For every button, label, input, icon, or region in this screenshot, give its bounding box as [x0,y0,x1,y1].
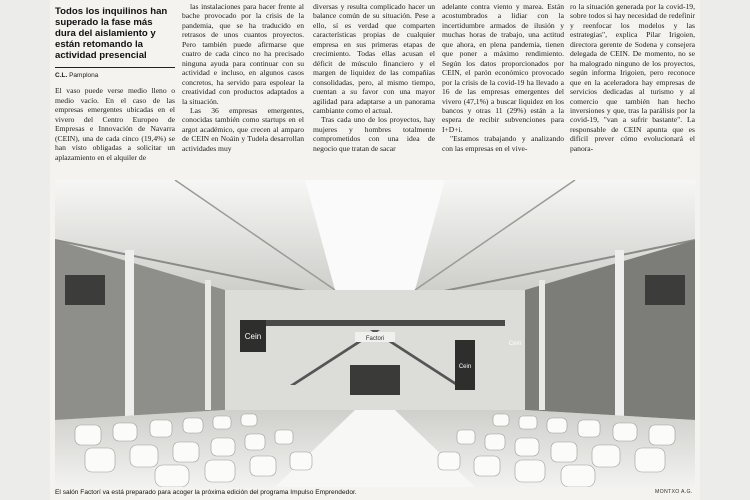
sign-banner: Cein [458,364,472,370]
byline [55,71,175,80]
article-paragraph: las instalaciones para hacer frente al bache provocado por la crisis de la pandemia, que se ha traducido en retrasos de unos cuantos proyectos. Pero también puede afirmarse que cuatro de cada cinco no ha precisado ninguna ayuda para continuar con su actividad e incluso, en algunos casos concretos, ha servido para espolear la creatividad con productos adaptados a la situación. [182,2,304,106]
photo-credit: MONTXO A.G. [655,489,693,495]
article-subhead: Todos los inquilinos han superado la fase más dura del aislamiento y están retomando la actividad presencial [55,6,168,61]
photo-caption: El salón Factorí va está preparado para acoger la próxima edición del programa Impulso Emprendedor. [55,489,357,496]
byline-rule [55,67,175,68]
sign-center: Factori [365,336,385,342]
article-column-2 [182,2,304,153]
byline-author: C.L. [55,72,68,79]
article-paragraph: ro la situación generada por la covid-19, sobre todos si hay necesidad de redefinir y reenfocar los modelos y las estrategias", explica Pilar Irigoien, directora gerente de Sodena y consejera delegada de CEIN. De momento, no se ha malogrado ninguno de los proyectos, según informa Irigoien, pero reconoce que en la aceleradora hay empresas de servicios dedicadas al turismo y al comercio que también han hecho inversiones y que, tras la parálisis por la covid-19, "van a sufrir bastante". La responsable de CEIN apunta que es difícil prever cómo evolucionará el panora- [570,2,695,153]
event-hall-photo [55,180,695,487]
article-paragraph: Tras cada uno de los proyectos, hay mujeres y hombres totalmente comprometidos con una idea de negocio que tratan de sacar [313,115,435,153]
article-paragraph: "Estamos trabajando y analizando con las empresas en el vive- [442,134,564,153]
article-column-1 [55,2,175,162]
sign-right: Cein [508,341,522,347]
article-paragraph: El vaso puede verse medio lleno o medio vacío. En el caso de las empresas emergentes ubicadas en el vivero del Centro Europeo de Empresas e Innovación de Navarra (CEIN), una de cada cinco (19,4%) se han visto obligadas a solicitar un aplazamiento en el alquiler de [55,86,175,162]
article-paragraph: adelante contra viento y marea. Están acostumbrados a lidiar con la incertidumbre armados de ilusión y muchas horas de trabajo, una actitud que ahora, en plena pandemia, tienen que poner a máximo rendimiento. Según los datos proporcionados por CEIN, el parón económico provocado por la crisis de la covid-19 ha llevado a 16 de las empresas emergentes del vivero (47,1%) a buscar liquidez en los bancos y otras 11 (29%) están a la espera de recibir subvenciones para I+D+i. [442,2,564,134]
article-paragraph: diversas y resulta complicado hacer un balance común de su situación. Pese a ello, sí es verdad que comparten características propias de cualquier empresa en sus primeras etapas de crecimiento. Todas ellas acusan el déficit de músculo financiero y el margen de liquidez de las compañías consolidadas, pero, al mismo tiempo, cuentan a su favor con una mayor agilidad para adaptarse a un panorama cambiante como el actual. [313,2,435,115]
article-paragraph: Las 36 empresas emergentes, conocidas también como startups en el argot académico, que crecen al amparo de CEIN en Noáin y Tudela desarrollan actividades muy [182,105,304,153]
sign-left: Cein [244,332,262,341]
article-column-4 [442,2,564,153]
byline-place: Pamplona [69,72,99,79]
article-column-3 [313,2,435,153]
article-column-5 [570,2,695,153]
